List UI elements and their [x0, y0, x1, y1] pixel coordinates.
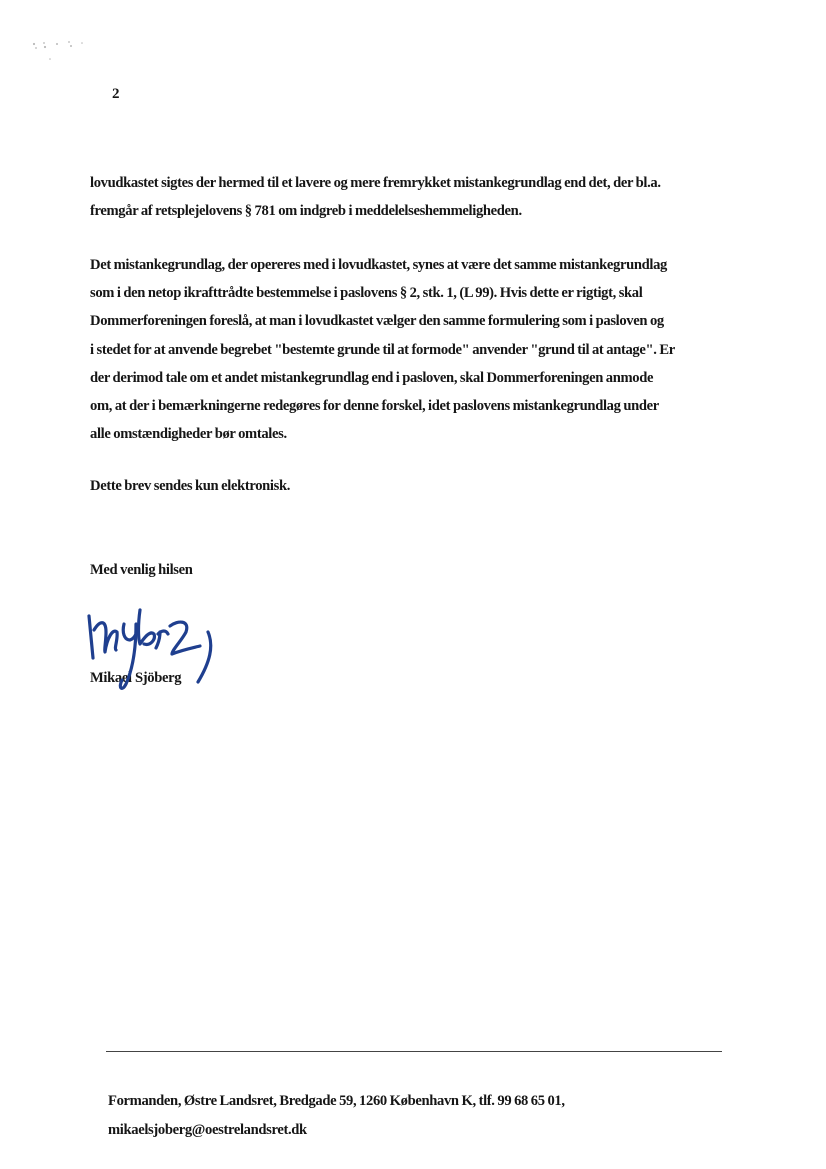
footer-email: mikaelsjoberg@oestrelandsret.dk: [108, 1122, 307, 1138]
page-number: 2: [112, 86, 120, 102]
footer-divider: [106, 1051, 722, 1052]
paragraph-line: om, at der i bemærkningerne redegøres for denne forskel, idet paslovens mistankegrundlag under: [90, 398, 659, 415]
signature-strokes: [89, 610, 211, 688]
signer-name: Mikael Sjöberg: [90, 670, 182, 686]
paragraph-line: Dommerforeningen foreslå, at man i lovudkastet vælger den samme formulering som i pasloven og: [90, 313, 664, 330]
paragraph-line: fremgår af retsplejelovens § 781 om indgreb i meddelelseshemmeligheden.: [90, 203, 522, 220]
closing-salutation: Med venlig hilsen: [90, 562, 193, 578]
scan-artifact-marks: [30, 38, 100, 68]
footer-address: Formanden, Østre Landsret, Bredgade 59, 1260 København K, tlf. 99 68 65 01,: [108, 1093, 565, 1109]
paragraph-line: der derimod tale om et andet mistankegrundlag end i pasloven, skal Dommerforeningen anmode: [90, 369, 654, 386]
paragraph-2: [90, 251, 740, 448]
paragraph-line: alle omstændigheder bør omtales.: [90, 426, 287, 443]
paragraph-1: [90, 169, 740, 225]
paragraph-line: som i den netop ikrafttrådte bestemmelse i paslovens § 2, stk. 1, (L 99). Hvis dette er rigtigt, skal: [90, 285, 643, 302]
paragraph-line: Det mistankegrundlag, der opereres med i lovudkastet, synes at være det samme mistankegrundlag: [90, 257, 668, 273]
paragraph-line: Dette brev sendes kun elektronisk.: [90, 478, 291, 494]
letter-footer: [108, 1087, 565, 1145]
paragraph-3: [90, 472, 740, 500]
handwritten-signature: [86, 602, 226, 694]
paragraph-line: i stedet for at anvende begrebet "bestemte grunde til at formode" anvender "grund til at antage". Er: [90, 341, 675, 358]
paragraph-line: lovudkastet sigtes der hermed til et lavere og mere fremrykket mistankegrundlag end det, der bl.a.: [90, 175, 661, 191]
